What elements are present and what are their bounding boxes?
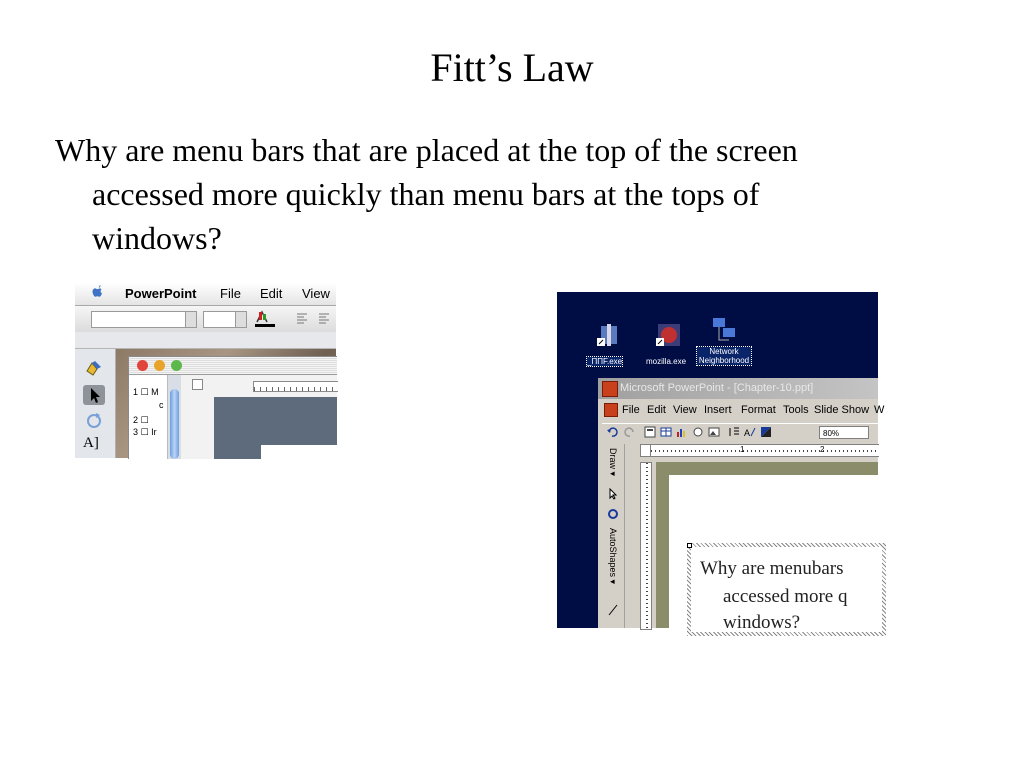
menu-bar bbox=[598, 401, 885, 419]
slide-question bbox=[55, 128, 975, 260]
picture-icon[interactable] bbox=[708, 426, 720, 438]
standard-toolbar bbox=[602, 423, 878, 442]
menu-app-name[interactable]: PowerPoint bbox=[125, 286, 197, 301]
arrow-tool-icon[interactable] bbox=[83, 385, 105, 405]
view-toggle-icon[interactable] bbox=[192, 379, 203, 390]
line-tool-icon[interactable] bbox=[607, 604, 619, 616]
font-name-field[interactable] bbox=[91, 311, 197, 328]
question-line-1: Why are menu bars that are placed at the top of the screen bbox=[55, 132, 798, 168]
windows-powerpoint-screenshot bbox=[557, 292, 885, 633]
expand-icon[interactable] bbox=[728, 426, 740, 438]
select-objects-icon[interactable] bbox=[607, 488, 619, 500]
draw-menu[interactable]: Draw ▾ bbox=[608, 448, 618, 477]
scrollbar-thumb[interactable] bbox=[170, 389, 179, 459]
new-slide-icon[interactable] bbox=[644, 426, 656, 438]
document-menu-icon[interactable] bbox=[604, 403, 618, 417]
ruler-number-2: 2 bbox=[820, 445, 825, 454]
close-icon[interactable] bbox=[137, 360, 148, 371]
mac-menu-edit[interactable]: Edit bbox=[260, 286, 283, 301]
horizontal-ruler bbox=[650, 444, 879, 457]
clipart-icon[interactable] bbox=[692, 426, 704, 438]
menu-slide-show[interactable]: Slide Show bbox=[814, 404, 870, 416]
exe-program-icon[interactable] bbox=[595, 322, 625, 350]
font-size-dropdown-icon[interactable] bbox=[235, 311, 247, 328]
vertical-ruler bbox=[640, 462, 652, 630]
mac-menu-file[interactable]: File bbox=[220, 286, 241, 301]
network-neighborhood-icon[interactable] bbox=[709, 316, 739, 344]
mac-ruler bbox=[253, 381, 338, 392]
autoshapes-menu[interactable]: AutoShapes ▾ bbox=[608, 528, 618, 585]
outline-row-2[interactable]: 2 ☐ bbox=[133, 415, 149, 425]
menu-insert[interactable]: Insert bbox=[704, 404, 732, 416]
mac-menu-view[interactable]: View bbox=[302, 286, 330, 301]
outline-row-1b: c bbox=[159, 400, 164, 410]
outline-row-1[interactable]: 1 ☐ M bbox=[133, 387, 159, 397]
drawing-toolbar bbox=[602, 444, 625, 628]
menu-format[interactable]: Format bbox=[741, 404, 776, 416]
undo-icon[interactable] bbox=[606, 426, 618, 438]
menu-window[interactable]: W bbox=[874, 404, 885, 416]
menu-tools[interactable]: Tools bbox=[783, 404, 809, 416]
font-color-icon[interactable] bbox=[255, 310, 279, 328]
window-titlebar[interactable] bbox=[598, 378, 878, 399]
resize-handle[interactable] bbox=[687, 543, 692, 548]
outline-pane bbox=[129, 375, 168, 459]
zoom-dropdown[interactable]: 80% bbox=[819, 426, 869, 439]
menu-file[interactable]: File bbox=[622, 404, 640, 416]
chart-icon[interactable] bbox=[676, 426, 688, 438]
mac-window-titlebar[interactable] bbox=[129, 357, 337, 375]
redo-icon[interactable] bbox=[624, 426, 636, 438]
font-size-field[interactable] bbox=[203, 311, 237, 328]
desktop-icon-label-1[interactable]: _ΠΠF.exe bbox=[587, 357, 623, 366]
desktop-icon-label-2[interactable]: mozilla.exe bbox=[646, 357, 687, 366]
mozilla-icon[interactable] bbox=[654, 322, 684, 350]
menu-view[interactable]: View bbox=[673, 404, 697, 416]
mac-menubar bbox=[75, 283, 336, 306]
font-name-dropdown-icon[interactable] bbox=[185, 311, 197, 328]
desktop-icon-label-3[interactable]: Network Neighborhood bbox=[698, 347, 750, 365]
zoom-icon[interactable] bbox=[171, 360, 182, 371]
ruler-number-1: 1 bbox=[740, 445, 745, 454]
rotate-tool-icon[interactable] bbox=[83, 411, 105, 431]
apple-logo-icon[interactable] bbox=[91, 285, 105, 301]
free-rotate-icon[interactable] bbox=[607, 508, 619, 520]
text-tool-icon[interactable]: A] bbox=[83, 435, 99, 451]
outline-row-3[interactable]: 3 ☐ Ir bbox=[133, 427, 157, 437]
powerpoint-app-icon[interactable] bbox=[602, 381, 618, 397]
powerpoint-window bbox=[598, 378, 885, 633]
slide-text-line-3: windows? bbox=[723, 612, 801, 633]
slide-text-line-2: accessed more q bbox=[723, 586, 848, 607]
question-line-2: accessed more quickly than menu bars at the tops of bbox=[92, 176, 760, 212]
question-line-3: windows? bbox=[92, 220, 222, 256]
align-buttons-icon[interactable] bbox=[295, 312, 335, 326]
mac-powerpoint-screenshot bbox=[75, 283, 336, 458]
slide-text-line-1: Why are menubars bbox=[700, 558, 844, 579]
window-title: Microsoft PowerPoint - [Chapter-10.ppt] bbox=[620, 382, 814, 394]
shapes-tool-icon[interactable] bbox=[83, 359, 105, 379]
menu-edit[interactable]: Edit bbox=[647, 404, 666, 416]
show-formatting-icon[interactable] bbox=[744, 426, 756, 438]
minimize-icon[interactable] bbox=[154, 360, 165, 371]
grayscale-icon[interactable] bbox=[760, 426, 772, 438]
mac-toolbar-strip bbox=[75, 332, 336, 349]
mac-presentation-window bbox=[128, 356, 337, 459]
table-icon[interactable] bbox=[660, 426, 672, 438]
slide-page bbox=[261, 445, 337, 459]
slide-title: Fitt’s Law bbox=[430, 45, 594, 90]
outline-scrollbar[interactable] bbox=[168, 375, 181, 459]
mac-formatting-toolbar bbox=[75, 306, 336, 332]
svg-text:A: A bbox=[744, 428, 751, 438]
mac-tool-palette bbox=[75, 349, 116, 458]
